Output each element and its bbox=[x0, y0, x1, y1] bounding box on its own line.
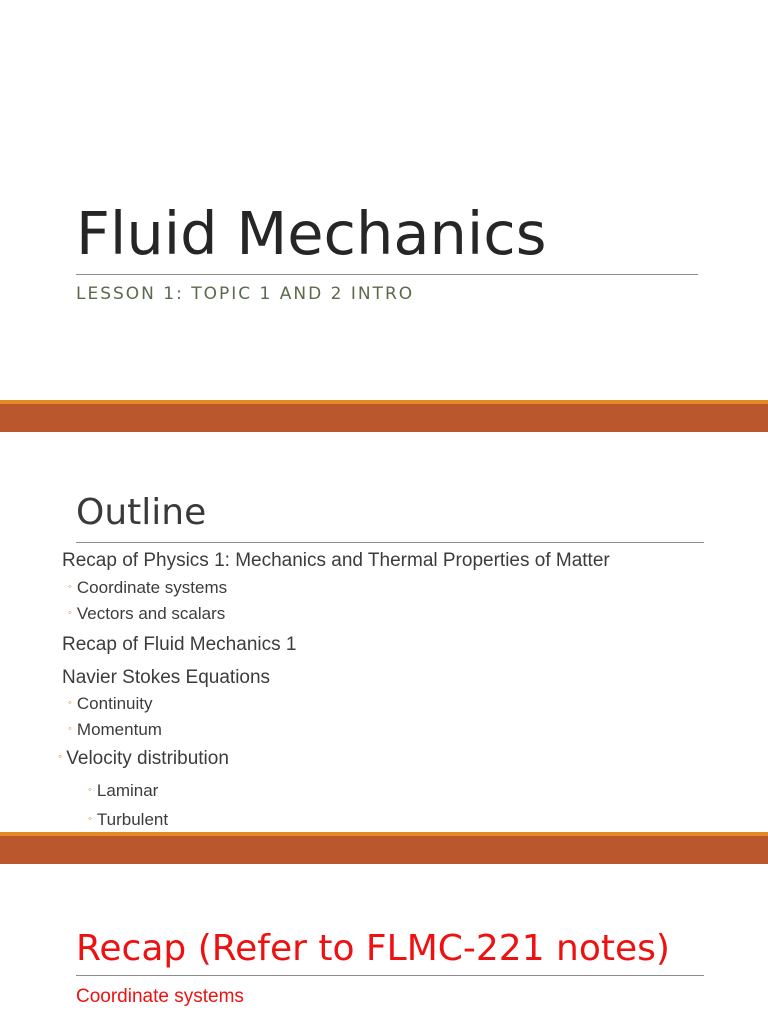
slide-separator-band bbox=[0, 832, 768, 864]
title-divider bbox=[76, 975, 704, 976]
outline-item-label: Navier Stokes Equations bbox=[62, 667, 271, 688]
recap-subtitle: Coordinate systems bbox=[76, 986, 244, 1007]
bullet-icon: ◦ bbox=[68, 697, 72, 709]
outline-item-label: Velocity distribution bbox=[66, 748, 229, 769]
title-divider bbox=[76, 274, 698, 275]
slide-subtitle: LESSON 1: TOPIC 1 AND 2 INTRO bbox=[76, 284, 415, 304]
slide-title: Fluid Mechanics bbox=[76, 199, 547, 268]
outline-item-label: Recap of Fluid Mechanics 1 bbox=[62, 634, 297, 655]
outline-subitem bbox=[68, 578, 227, 598]
bullet-icon: ◦ bbox=[58, 749, 63, 763]
outline-item bbox=[62, 634, 296, 656]
outline-subitem bbox=[88, 810, 168, 830]
recap-slide bbox=[0, 864, 768, 1024]
bullet-icon: ◦ bbox=[88, 813, 92, 825]
outline-item-label: Vectors and scalars bbox=[76, 604, 226, 623]
outline-item bbox=[58, 748, 229, 770]
outline-item bbox=[62, 667, 270, 689]
outline-subitem bbox=[68, 720, 162, 740]
title-slide bbox=[0, 0, 768, 400]
outline-subitem bbox=[68, 604, 225, 624]
outline-item-label: Continuity bbox=[76, 694, 153, 713]
outline-item bbox=[62, 550, 610, 572]
outline-title: Outline bbox=[76, 492, 207, 533]
bullet-icon: ◦ bbox=[88, 784, 92, 796]
bullet-icon: ◦ bbox=[68, 723, 72, 735]
outline-slide bbox=[0, 432, 768, 832]
outline-item-label: Turbulent bbox=[96, 810, 169, 829]
slide-separator-band bbox=[0, 400, 768, 432]
outline-subitem bbox=[88, 781, 158, 801]
outline-item-label: Laminar bbox=[96, 781, 159, 800]
bullet-icon: ◦ bbox=[68, 581, 72, 593]
outline-subitem bbox=[68, 694, 153, 714]
title-divider bbox=[76, 542, 704, 543]
outline-item-label: Coordinate systems bbox=[76, 578, 228, 597]
outline-item-label: Momentum bbox=[76, 720, 162, 739]
outline-item-label: Recap of Physics 1: Mechanics and Thermal Properties of Matter bbox=[62, 550, 610, 571]
bullet-icon: ◦ bbox=[68, 607, 72, 619]
recap-title: Recap (Refer to FLMC-221 notes) bbox=[76, 928, 670, 969]
